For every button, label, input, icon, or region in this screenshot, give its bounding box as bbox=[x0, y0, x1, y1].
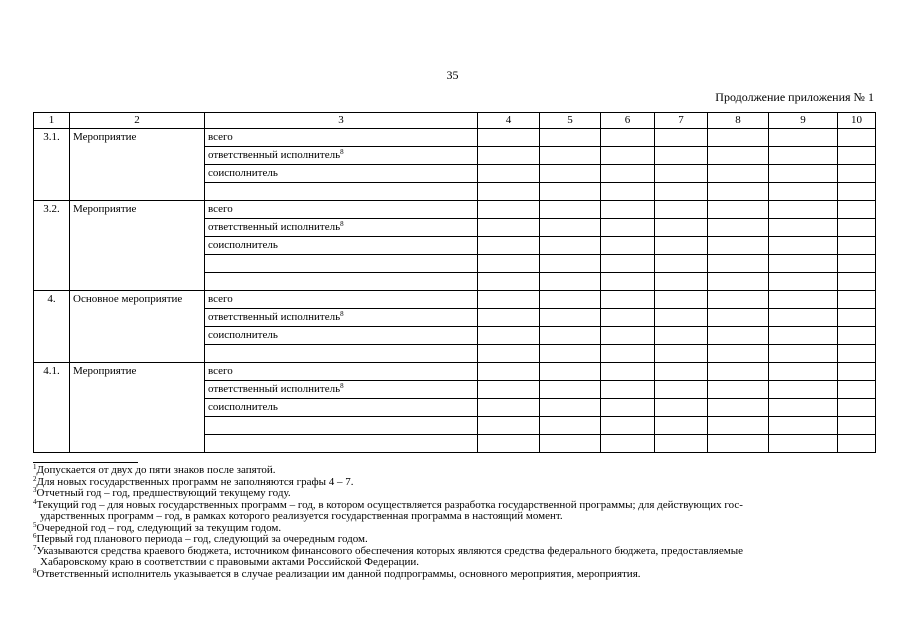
value-cell bbox=[478, 165, 540, 183]
program-table bbox=[33, 112, 876, 453]
footnote-ref: 8 bbox=[340, 148, 344, 156]
value-cell bbox=[478, 327, 540, 345]
participant-cell bbox=[205, 273, 478, 291]
value-cell bbox=[708, 273, 769, 291]
table-row bbox=[34, 291, 876, 309]
footnote-ref: 8 bbox=[340, 220, 344, 228]
value-cell bbox=[655, 201, 708, 219]
footnote-text: Указываются средства краевого бюджета, источником финансового обеспечения которых являются средства федерального бюджета, предоставляемые bbox=[36, 544, 743, 557]
value-cell bbox=[540, 201, 601, 219]
activity-name: Мероприятие bbox=[70, 129, 205, 201]
continuation-label: Продолжение приложения № 1 bbox=[715, 90, 874, 104]
value-cell bbox=[478, 237, 540, 255]
value-cell bbox=[769, 255, 838, 273]
value-cell bbox=[601, 291, 655, 309]
column-header: 10 bbox=[838, 113, 876, 129]
footnotes bbox=[33, 465, 875, 580]
column-header: 5 bbox=[540, 113, 601, 129]
activity-name: Мероприятие bbox=[70, 201, 205, 291]
column-header: 3 bbox=[205, 113, 478, 129]
row-number: 3.2. bbox=[34, 201, 70, 291]
footnote-mark: 7 bbox=[33, 543, 37, 552]
participant-label: соисполнитель bbox=[208, 239, 278, 251]
header-row bbox=[34, 113, 876, 129]
value-cell bbox=[601, 219, 655, 237]
participant-cell bbox=[205, 381, 478, 399]
value-cell bbox=[478, 345, 540, 363]
value-cell bbox=[601, 273, 655, 291]
value-cell bbox=[838, 327, 876, 345]
value-cell bbox=[838, 435, 876, 453]
participant-cell bbox=[205, 255, 478, 273]
value-cell bbox=[655, 363, 708, 381]
value-cell bbox=[769, 183, 838, 201]
participant-cell bbox=[205, 201, 478, 219]
value-cell bbox=[838, 291, 876, 309]
footnote-text: Ответственный исполнитель указывается в случае реализации им данной подпрограммы, основного мероприятия, мероприятия. bbox=[36, 567, 641, 580]
footnote-text: Допускается от двух до пяти знаков после запятой. bbox=[36, 464, 276, 476]
participant-label: всего bbox=[208, 203, 233, 215]
value-cell bbox=[478, 201, 540, 219]
value-cell bbox=[838, 273, 876, 291]
value-cell bbox=[540, 165, 601, 183]
value-cell bbox=[601, 309, 655, 327]
footnote-text: ударственных программ – год, в рамках которого реализуется государственная программа в настоящий момент. bbox=[40, 510, 563, 522]
value-cell bbox=[708, 435, 769, 453]
activity-name: Мероприятие bbox=[70, 363, 205, 453]
value-cell bbox=[838, 381, 876, 399]
value-cell bbox=[540, 219, 601, 237]
value-cell bbox=[601, 183, 655, 201]
participant-cell bbox=[205, 435, 478, 453]
footnote-text: Для новых государственных программ не заполняются графы 4 – 7. bbox=[36, 475, 354, 488]
table-row bbox=[34, 363, 876, 381]
participant-cell bbox=[205, 363, 478, 381]
footnote-mark: 1 bbox=[33, 463, 37, 471]
value-cell bbox=[601, 237, 655, 255]
participant-cell bbox=[205, 129, 478, 147]
footnote-mark: 6 bbox=[33, 532, 37, 540]
value-cell bbox=[655, 417, 708, 435]
participant-cell bbox=[205, 237, 478, 255]
participant-label: соисполнитель bbox=[208, 401, 278, 413]
value-cell bbox=[838, 399, 876, 417]
footnote-mark: 2 bbox=[33, 474, 37, 483]
footnote-text: Первый год планового периода – год, следующий за очередным годом. bbox=[36, 533, 368, 545]
table-row bbox=[34, 201, 876, 219]
row-number: 4.1. bbox=[34, 363, 70, 453]
value-cell bbox=[708, 327, 769, 345]
footnote-mark: 4 bbox=[33, 497, 37, 506]
footnote bbox=[33, 566, 875, 581]
value-cell bbox=[769, 201, 838, 219]
value-cell bbox=[769, 345, 838, 363]
value-cell bbox=[601, 435, 655, 453]
footnote-text: Отчетный год – год, предшествующий текущему году. bbox=[36, 487, 291, 499]
value-cell bbox=[655, 399, 708, 417]
value-cell bbox=[601, 363, 655, 381]
value-cell bbox=[540, 417, 601, 435]
participant-cell bbox=[205, 165, 478, 183]
participant-cell bbox=[205, 219, 478, 237]
value-cell bbox=[655, 435, 708, 453]
value-cell bbox=[540, 183, 601, 201]
value-cell bbox=[769, 237, 838, 255]
value-cell bbox=[708, 237, 769, 255]
value-cell bbox=[540, 435, 601, 453]
participant-label: ответственный исполнитель bbox=[208, 149, 341, 161]
value-cell bbox=[769, 327, 838, 345]
page-number: 35 bbox=[446, 68, 459, 82]
value-cell bbox=[838, 255, 876, 273]
footnote bbox=[33, 543, 875, 569]
value-cell bbox=[838, 309, 876, 327]
value-cell bbox=[838, 219, 876, 237]
footnote-ref: 8 bbox=[340, 382, 344, 390]
value-cell bbox=[769, 435, 838, 453]
value-cell bbox=[655, 381, 708, 399]
value-cell bbox=[769, 381, 838, 399]
value-cell bbox=[655, 327, 708, 345]
footnote-mark: 5 bbox=[33, 520, 37, 529]
value-cell bbox=[478, 381, 540, 399]
value-cell bbox=[478, 273, 540, 291]
value-cell bbox=[838, 165, 876, 183]
value-cell bbox=[540, 399, 601, 417]
value-cell bbox=[769, 147, 838, 165]
footnote-text: Хабаровскому краю в соответствии с правовыми актами Российской Федерации. bbox=[40, 556, 420, 568]
value-cell bbox=[708, 165, 769, 183]
participant-cell bbox=[205, 345, 478, 363]
value-cell bbox=[655, 183, 708, 201]
value-cell bbox=[655, 255, 708, 273]
value-cell bbox=[769, 417, 838, 435]
value-cell bbox=[478, 255, 540, 273]
footnote-mark: 3 bbox=[33, 486, 37, 494]
column-header: 2 bbox=[70, 113, 205, 129]
value-cell bbox=[478, 399, 540, 417]
value-cell bbox=[478, 435, 540, 453]
value-cell bbox=[708, 309, 769, 327]
footnote-text: Текущий год – для новых государственных программ – год, в котором осуществляется разработка государственной программы; для действующих гос- bbox=[36, 498, 743, 511]
activity-name: Основное мероприятие bbox=[70, 291, 205, 363]
value-cell bbox=[708, 255, 769, 273]
value-cell bbox=[655, 273, 708, 291]
value-cell bbox=[478, 183, 540, 201]
value-cell bbox=[655, 129, 708, 147]
value-cell bbox=[540, 345, 601, 363]
value-cell bbox=[838, 237, 876, 255]
participant-label: ответственный исполнитель bbox=[208, 311, 341, 323]
value-cell bbox=[601, 381, 655, 399]
value-cell bbox=[540, 273, 601, 291]
value-cell bbox=[838, 147, 876, 165]
participant-cell bbox=[205, 309, 478, 327]
value-cell bbox=[838, 345, 876, 363]
value-cell bbox=[708, 363, 769, 381]
value-cell bbox=[601, 147, 655, 165]
column-header: 6 bbox=[601, 113, 655, 129]
value-cell bbox=[540, 147, 601, 165]
value-cell bbox=[478, 147, 540, 165]
value-cell bbox=[655, 291, 708, 309]
value-cell bbox=[708, 129, 769, 147]
value-cell bbox=[540, 255, 601, 273]
value-cell bbox=[838, 417, 876, 435]
value-cell bbox=[540, 237, 601, 255]
value-cell bbox=[769, 291, 838, 309]
value-cell bbox=[478, 417, 540, 435]
value-cell bbox=[655, 345, 708, 363]
footnote-rule bbox=[33, 462, 138, 463]
column-header: 9 bbox=[769, 113, 838, 129]
value-cell bbox=[708, 147, 769, 165]
value-cell bbox=[655, 237, 708, 255]
value-cell bbox=[769, 309, 838, 327]
value-cell bbox=[769, 363, 838, 381]
value-cell bbox=[540, 309, 601, 327]
row-number: 3.1. bbox=[34, 129, 70, 201]
value-cell bbox=[601, 255, 655, 273]
column-header: 8 bbox=[708, 113, 769, 129]
value-cell bbox=[769, 273, 838, 291]
value-cell bbox=[540, 363, 601, 381]
column-header: 1 bbox=[34, 113, 70, 129]
participant-label: соисполнитель bbox=[208, 167, 278, 179]
value-cell bbox=[601, 129, 655, 147]
value-cell bbox=[708, 183, 769, 201]
value-cell bbox=[655, 165, 708, 183]
table-body bbox=[34, 129, 876, 453]
value-cell bbox=[769, 399, 838, 417]
participant-label: всего bbox=[208, 365, 233, 377]
participant-label: соисполнитель bbox=[208, 329, 278, 341]
value-cell bbox=[655, 309, 708, 327]
value-cell bbox=[601, 201, 655, 219]
participant-cell bbox=[205, 291, 478, 309]
value-cell bbox=[655, 147, 708, 165]
value-cell bbox=[708, 219, 769, 237]
value-cell bbox=[708, 291, 769, 309]
value-cell bbox=[708, 345, 769, 363]
participant-label: ответственный исполнитель bbox=[208, 383, 341, 395]
value-cell bbox=[838, 183, 876, 201]
footnote bbox=[33, 497, 875, 523]
participant-label: всего bbox=[208, 131, 233, 143]
value-cell bbox=[601, 399, 655, 417]
value-cell bbox=[540, 327, 601, 345]
value-cell bbox=[708, 399, 769, 417]
footnote-ref: 8 bbox=[340, 310, 344, 318]
row-number: 4. bbox=[34, 291, 70, 363]
value-cell bbox=[540, 291, 601, 309]
participant-label: ответственный исполнитель bbox=[208, 221, 341, 233]
footnote-mark: 8 bbox=[33, 566, 37, 575]
value-cell bbox=[708, 381, 769, 399]
value-cell bbox=[769, 219, 838, 237]
value-cell bbox=[769, 129, 838, 147]
value-cell bbox=[601, 165, 655, 183]
column-header: 7 bbox=[655, 113, 708, 129]
value-cell bbox=[540, 381, 601, 399]
value-cell bbox=[838, 129, 876, 147]
participant-cell bbox=[205, 183, 478, 201]
value-cell bbox=[838, 363, 876, 381]
participant-cell bbox=[205, 417, 478, 435]
value-cell bbox=[601, 417, 655, 435]
table-row bbox=[34, 129, 876, 147]
value-cell bbox=[708, 201, 769, 219]
value-cell bbox=[769, 165, 838, 183]
footnote-text: Очередной год – год, следующий за текущим годом. bbox=[36, 521, 282, 534]
value-cell bbox=[478, 291, 540, 309]
value-cell bbox=[478, 129, 540, 147]
participant-cell bbox=[205, 399, 478, 417]
value-cell bbox=[540, 129, 601, 147]
value-cell bbox=[655, 219, 708, 237]
value-cell bbox=[478, 363, 540, 381]
value-cell bbox=[601, 327, 655, 345]
column-header: 4 bbox=[478, 113, 540, 129]
value-cell bbox=[838, 201, 876, 219]
value-cell bbox=[601, 345, 655, 363]
participant-cell bbox=[205, 147, 478, 165]
participant-cell bbox=[205, 327, 478, 345]
participant-label: всего bbox=[208, 293, 233, 305]
value-cell bbox=[478, 219, 540, 237]
value-cell bbox=[478, 309, 540, 327]
value-cell bbox=[708, 417, 769, 435]
